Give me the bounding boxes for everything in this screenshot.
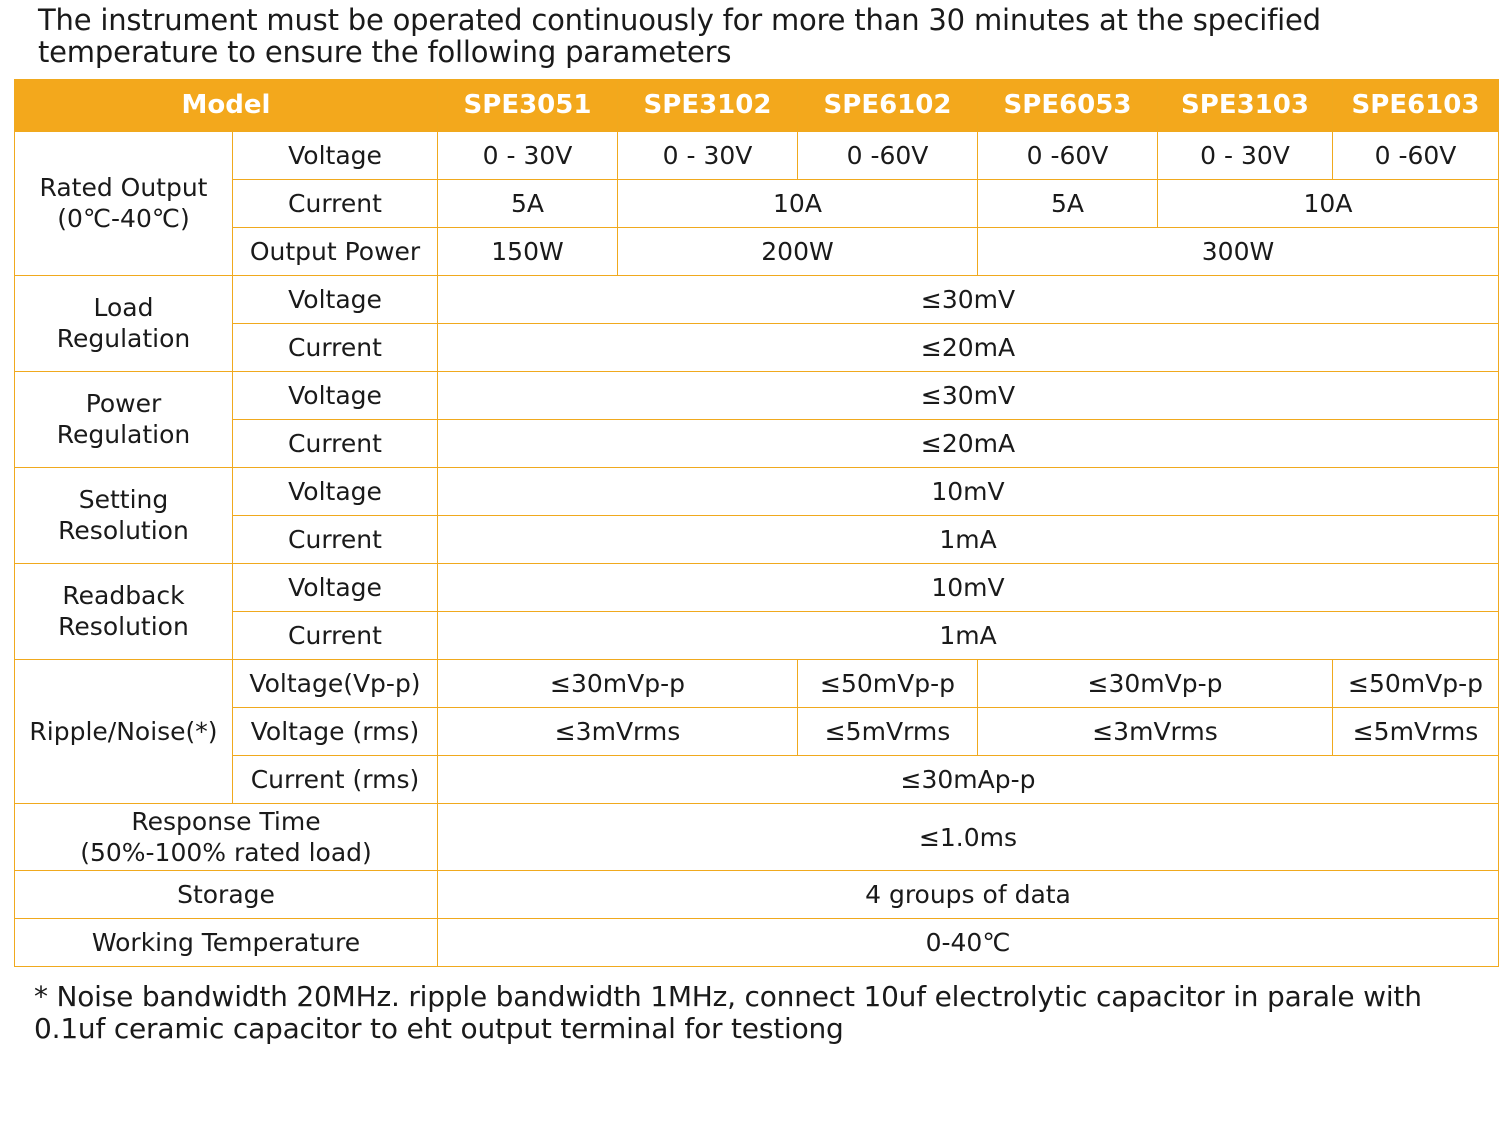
intro-paragraph: The instrument must be operated continuously for more than 30 minutes at the specified temperature to ensure the following parameters xyxy=(38,3,1321,70)
ripple-current-rms-value: ≤30mAp-p xyxy=(438,755,1499,803)
header-model: Model xyxy=(15,79,438,131)
rated-output-label-line1: Rated Output xyxy=(39,173,208,203)
power-regulation-label-line1: Power xyxy=(85,389,162,419)
storage-value: 4 groups of data xyxy=(438,871,1499,919)
table-row xyxy=(15,371,1499,419)
table-row xyxy=(15,467,1499,515)
sub-label-current: Current xyxy=(233,323,438,371)
table-row xyxy=(15,515,1499,563)
header-model-spe3103: SPE3103 xyxy=(1158,79,1333,131)
load-regulation-label-line1: Load xyxy=(93,293,154,323)
sub-label-current: Current xyxy=(233,419,438,467)
power-regulation-current-value: ≤20mA xyxy=(438,419,1499,467)
sub-label-current: Current xyxy=(233,611,438,659)
row-label-readback-resolution xyxy=(15,563,233,659)
rated-output-label-line2: (0℃-40℃) xyxy=(57,204,190,234)
table-row xyxy=(15,227,1499,275)
rated-current-spe3051: 5A xyxy=(438,179,618,227)
rated-current-spe3103-spe6103: 10A xyxy=(1158,179,1499,227)
sub-label-current: Current xyxy=(233,515,438,563)
power-regulation-label-line2: Regulation xyxy=(56,420,191,450)
setting-resolution-label-line1: Setting xyxy=(78,485,169,515)
table-header-row xyxy=(15,79,1499,131)
rated-voltage-spe3103: 0 - 30V xyxy=(1158,131,1333,179)
row-label-load-regulation xyxy=(15,275,233,371)
ripple-vpp-spe6053-spe3103: ≤30mVp-p xyxy=(978,659,1333,707)
sub-label-voltage: Voltage xyxy=(233,563,438,611)
rated-current-spe3102-spe6102: 10A xyxy=(618,179,978,227)
table-row xyxy=(15,275,1499,323)
power-regulation-voltage-value: ≤30mV xyxy=(438,371,1499,419)
output-power-spe6053-spe3103-spe6103: 300W xyxy=(978,227,1499,275)
rated-current-spe6053: 5A xyxy=(978,179,1158,227)
row-label-ripple-noise: Ripple/Noise(*) xyxy=(15,659,233,803)
table-row xyxy=(15,659,1499,707)
load-regulation-label-line2: Regulation xyxy=(56,324,191,354)
response-time-label-line2: (50%-100% rated load) xyxy=(80,838,372,868)
load-regulation-voltage-value: ≤30mV xyxy=(438,275,1499,323)
header-model-spe3051: SPE3051 xyxy=(438,79,618,131)
sub-label-voltage: Voltage xyxy=(233,371,438,419)
table-row xyxy=(15,803,1499,871)
table-row xyxy=(15,179,1499,227)
row-label-power-regulation xyxy=(15,371,233,467)
header-model-spe6053: SPE6053 xyxy=(978,79,1158,131)
row-label-response-time xyxy=(15,803,438,871)
footnote-text: * Noise bandwidth 20MHz. ripple bandwidth 1MHz, connect 10uf electrolytic capacitor in parale with 0.1uf ceramic capacitor to eht output terminal for testiong xyxy=(34,980,1422,1046)
rated-voltage-spe6102: 0 -60V xyxy=(798,131,978,179)
sub-label-current: Current xyxy=(233,179,438,227)
setting-resolution-voltage-value: 10mV xyxy=(438,467,1499,515)
sub-label-output-power: Output Power xyxy=(233,227,438,275)
specifications-table xyxy=(14,79,1499,968)
header-model-spe6102: SPE6102 xyxy=(798,79,978,131)
response-time-value: ≤1.0ms xyxy=(438,803,1499,871)
response-time-label-line1: Response Time xyxy=(131,806,321,836)
working-temperature-value: 0-40℃ xyxy=(438,919,1499,967)
sub-label-current-rms: Current (rms) xyxy=(233,755,438,803)
rated-voltage-spe6053: 0 -60V xyxy=(978,131,1158,179)
output-power-spe3051: 150W xyxy=(438,227,618,275)
readback-resolution-voltage-value: 10mV xyxy=(438,563,1499,611)
sub-label-voltage: Voltage xyxy=(233,131,438,179)
table-row xyxy=(15,611,1499,659)
setting-resolution-current-value: 1mA xyxy=(438,515,1499,563)
readback-resolution-current-value: 1mA xyxy=(438,611,1499,659)
sub-label-voltage-vpp: Voltage(Vp-p) xyxy=(233,659,438,707)
header-model-spe3102: SPE3102 xyxy=(618,79,798,131)
table-row xyxy=(15,755,1499,803)
ripple-vpp-spe6103: ≤50mVp-p xyxy=(1333,659,1499,707)
output-power-spe3102-spe6102: 200W xyxy=(618,227,978,275)
ripple-vrms-spe6053-spe3103: ≤3mVrms xyxy=(978,707,1333,755)
sub-label-voltage-rms: Voltage (rms) xyxy=(233,707,438,755)
table-row xyxy=(15,131,1499,179)
ripple-vrms-spe6103: ≤5mVrms xyxy=(1333,707,1499,755)
table-row xyxy=(15,871,1499,919)
row-label-rated-output xyxy=(15,131,233,275)
rated-voltage-spe3051: 0 - 30V xyxy=(438,131,618,179)
ripple-vrms-spe3051-spe3102: ≤3mVrms xyxy=(438,707,798,755)
readback-resolution-label-line2: Resolution xyxy=(58,612,189,642)
ripple-vpp-spe6102: ≤50mVp-p xyxy=(798,659,978,707)
table-row xyxy=(15,323,1499,371)
row-label-working-temperature: Working Temperature xyxy=(15,919,438,967)
ripple-vrms-spe6102: ≤5mVrms xyxy=(798,707,978,755)
sub-label-voltage: Voltage xyxy=(233,467,438,515)
row-label-setting-resolution xyxy=(15,467,233,563)
row-label-storage: Storage xyxy=(15,871,438,919)
table-row xyxy=(15,707,1499,755)
table-row xyxy=(15,919,1499,967)
rated-voltage-spe6103: 0 -60V xyxy=(1333,131,1499,179)
table-row xyxy=(15,563,1499,611)
rated-voltage-spe3102: 0 - 30V xyxy=(618,131,798,179)
header-model-spe6103: SPE6103 xyxy=(1333,79,1499,131)
readback-resolution-label-line1: Readback xyxy=(62,581,185,611)
setting-resolution-label-line2: Resolution xyxy=(58,516,189,546)
load-regulation-current-value: ≤20mA xyxy=(438,323,1499,371)
table-row xyxy=(15,419,1499,467)
ripple-vpp-spe3051-spe3102: ≤30mVp-p xyxy=(438,659,798,707)
sub-label-voltage: Voltage xyxy=(233,275,438,323)
